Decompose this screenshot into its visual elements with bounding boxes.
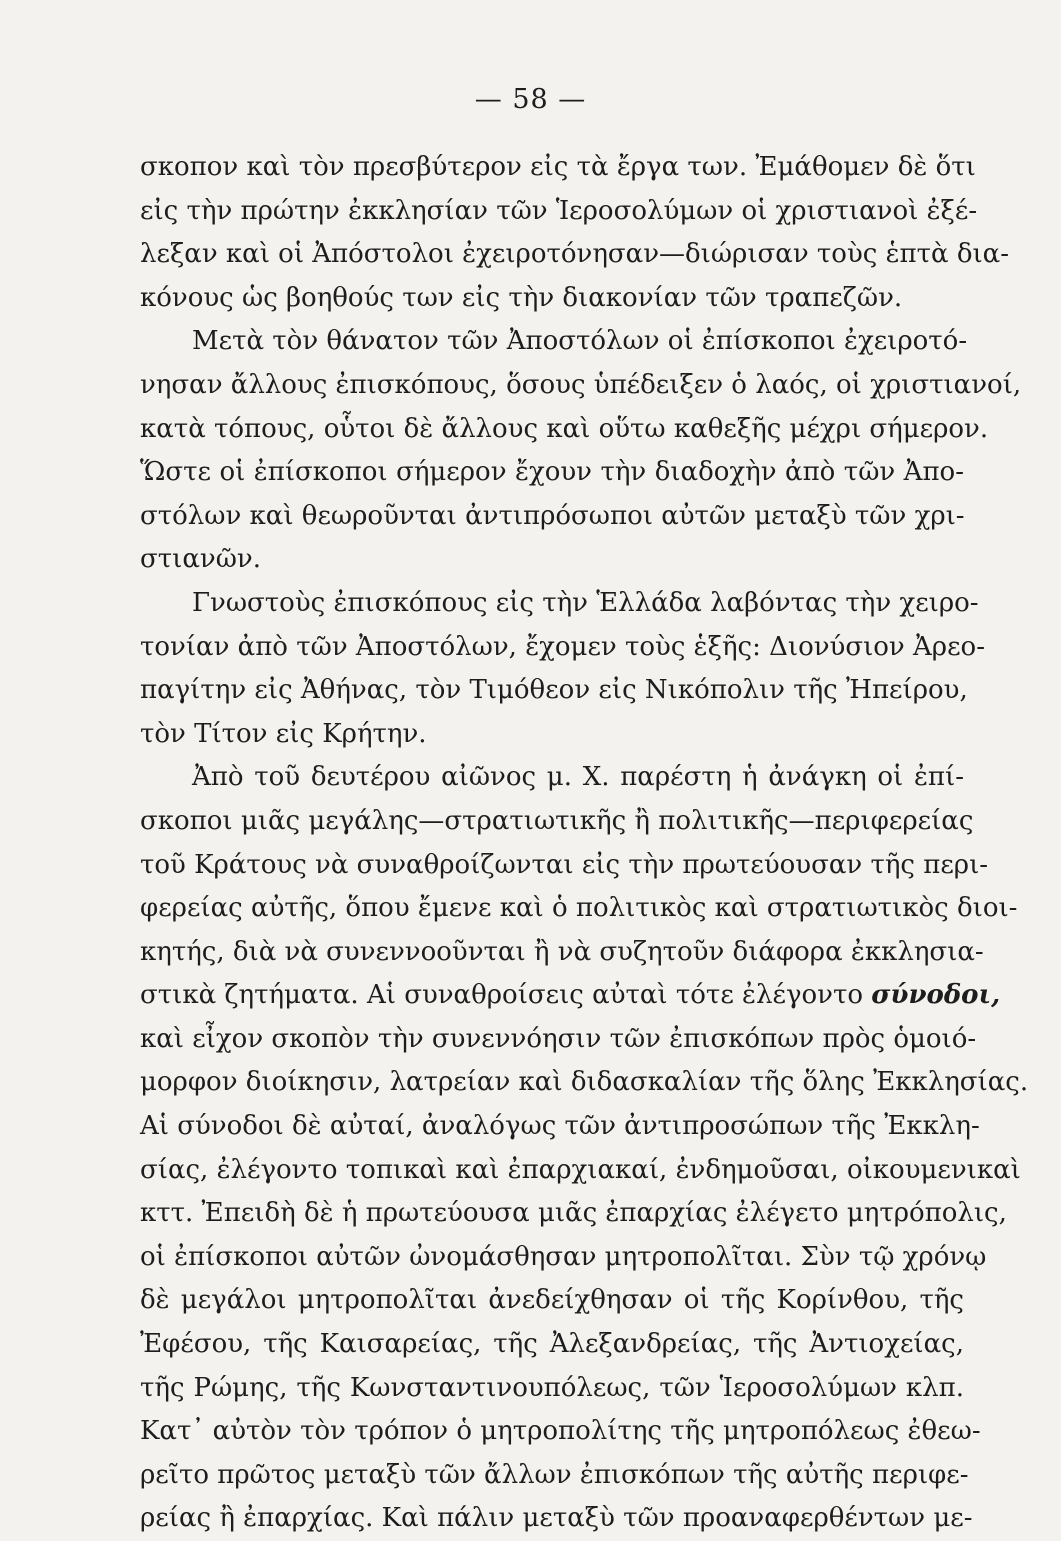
text-line	[140, 364, 1022, 408]
text-line	[140, 931, 984, 975]
text-line	[140, 1410, 981, 1454]
text-line-content: κόνους ὡς βοηθούς των εἰς τὴν διακονίαν τῶν τραπεζῶν.	[140, 282, 903, 313]
text-line	[140, 277, 964, 321]
text-line	[140, 1497, 973, 1541]
text-line-content: λεξαν καὶ οἱ Ἀπόστολοι ἐχειροτόνησαν—διώρισαν τοὺς ἑπτὰ δια-	[140, 239, 1010, 270]
text-line	[140, 1061, 1029, 1105]
text-line-content: Γνωστοὺς ἐπισκόπους εἰς τὴν Ἑλλάδα λαβόντας τὴν χειρο-	[192, 587, 979, 618]
text-line-content: Ἀπὸ τοῦ δευτέρου αἰῶνος μ. Χ. παρέστη ἡ ἀνάγκη οἱ ἐπί-	[192, 762, 964, 793]
page-number: — 58 —	[474, 84, 587, 115]
text-line	[140, 1367, 964, 1411]
text-line-content: Μετὰ τὸν θάνατον τῶν Ἀποστόλων οἱ ἐπίσκοποι ἐχειροτό-	[192, 326, 968, 357]
text-line	[140, 190, 978, 234]
text-line	[140, 1236, 987, 1280]
text-line-content: Ὥστε οἱ ἐπίσκοποι σήμερον ἔχουν τὴν διαδοχὴν ἀπὸ τῶν Ἀπο-	[140, 457, 964, 488]
text-line-content: καὶ εἶχον σκοπὸν τὴν συνεννόησιν τῶν ἐπισκόπων πρὸς ὁμοιό-	[140, 1023, 977, 1054]
body-text	[140, 146, 1029, 1541]
text-line	[140, 1149, 1021, 1193]
text-line	[140, 233, 1010, 277]
text-line	[140, 1105, 980, 1149]
text-line	[140, 844, 989, 888]
text-line	[140, 1192, 1007, 1236]
text-line	[140, 887, 1018, 931]
text-line	[140, 756, 964, 800]
text-line	[140, 713, 964, 757]
text-line	[140, 582, 979, 626]
text-line	[140, 320, 968, 364]
text-line-content: κητής, διὰ νὰ συνεννοοῦνται ἢ νὰ συζητοῦν διάφορα ἐκκλησια-	[140, 936, 984, 967]
text-line-content: στικὰ ζητήματα. Αἱ συναθροίσεις αὐταὶ τότε ἐλέγοντο	[140, 980, 872, 1011]
text-line	[140, 495, 964, 539]
text-line	[140, 146, 976, 190]
text-line-content: στιανῶν.	[140, 544, 261, 575]
text-line-content: κατὰ τόπους, οὗτοι δὲ ἄλλους καὶ οὕτω καθεξῆς μέχρι σήμερον.	[140, 413, 989, 444]
text-line-content: εἰς τὴν πρώτην ἐκκλησίαν τῶν Ἱεροσολύμων οἱ χριστιανοὶ ἐξέ-	[140, 195, 978, 226]
text-line-content: τοῦ Κράτους νὰ συναθροίζωνται εἰς τὴν πρωτεύουσαν τῆς περι-	[140, 849, 989, 880]
text-line-content: τονίαν ἀπὸ τῶν Ἀποστόλων, ἔχομεν τοὺς ἑξῆς: Διονύσιον Ἀρεο-	[140, 631, 985, 662]
text-line	[140, 800, 974, 844]
text-line-content: παγίτην εἰς Ἀθήνας, τὸν Τιμόθεον εἰς Νικόπολιν τῆς Ἠπείρου,	[140, 675, 968, 706]
text-line-content: φερείας αὐτῆς, ὅπου ἔμενε καὶ ὁ πολιτικὸς καὶ στρατιωτικὸς διοι-	[140, 893, 1018, 924]
text-line	[140, 1279, 964, 1323]
text-line	[140, 451, 964, 495]
text-line-content: ρείας ἢ ἐπαρχίας. Καὶ πάλιν μεταξὺ τῶν προαναφερθέντων με-	[140, 1503, 973, 1534]
text-line-content: τῆς Ρώμης, τῆς Κωνσταντινουπόλεως, τῶν Ἱεροσολύμων κλπ.	[140, 1372, 964, 1403]
emphasized-term: σύνοδοι,	[871, 980, 1001, 1011]
text-line	[140, 408, 989, 452]
text-line-content: νησαν ἄλλους ἐπισκόπους, ὅσους ὑπέδειξεν ὁ λαός, οἱ χριστιανοί,	[140, 369, 1022, 400]
text-line-content: τὸν Τίτον εἰς Κρήτην.	[140, 718, 427, 749]
text-line	[140, 538, 964, 582]
text-line	[140, 1454, 969, 1498]
text-line-content: μορφον διοίκησιν, λατρείαν καὶ διδασκαλίαν τῆς ὅλης Ἐκκλησίας.	[140, 1067, 1029, 1098]
text-line	[140, 974, 1001, 1018]
text-line	[140, 1323, 964, 1367]
text-line-content: οἱ ἐπίσκοποι αὐτῶν ὠνομάσθησαν μητροπολῖται. Σὺν τῷ χρόνῳ	[140, 1241, 987, 1272]
text-line	[140, 1018, 977, 1062]
text-line-content: Κατ᾽ αὐτὸν τὸν τρόπον ὁ μητροπολίτης τῆς μητροπόλεως ἐθεω-	[140, 1416, 981, 1447]
text-line-content: σκοπον καὶ τὸν πρεσβύτερον εἰς τὰ ἔργα των. Ἐμάθομεν δὲ ὅτι	[140, 152, 976, 182]
text-line-content: σκοποι μιᾶς μεγάλης—στρατιωτικῆς ἢ πολιτικῆς—περιφερείας	[140, 805, 974, 836]
text-line	[140, 669, 968, 713]
text-line-content: Ἐφέσου, τῆς Καισαρείας, τῆς Ἀλεξανδρείας, τῆς Ἀντιοχείας,	[140, 1329, 964, 1360]
text-line-content: κττ. Ἐπειδὴ δὲ ἡ πρωτεύουσα μιᾶς ἐπαρχίας ἐλέγετο μητρόπολις,	[140, 1198, 1007, 1229]
text-line-content: σίας, ἐλέγοντο τοπικαὶ καὶ ἐπαρχιακαί, ἐνδημοῦσαι, οἰκουμενικαὶ	[140, 1154, 1021, 1185]
text-line-content: ρεῖτο πρῶτος μεταξὺ τῶν ἄλλων ἐπισκόπων τῆς αὐτῆς περιφε-	[140, 1459, 969, 1490]
text-line-content: Αἱ σύνοδοι δὲ αὐταί, ἀναλόγως τῶν ἀντιπροσώπων τῆς Ἐκκλη-	[140, 1111, 980, 1142]
text-line-content: στόλων καὶ θεωροῦνται ἀντιπρόσωποι αὐτῶν μεταξὺ τῶν χρι-	[140, 500, 965, 531]
text-line-content: δὲ μεγάλοι μητροπολῖται ἀνεδείχθησαν οἱ τῆς Κορίνθου, τῆς	[140, 1285, 964, 1316]
text-line	[140, 626, 985, 670]
